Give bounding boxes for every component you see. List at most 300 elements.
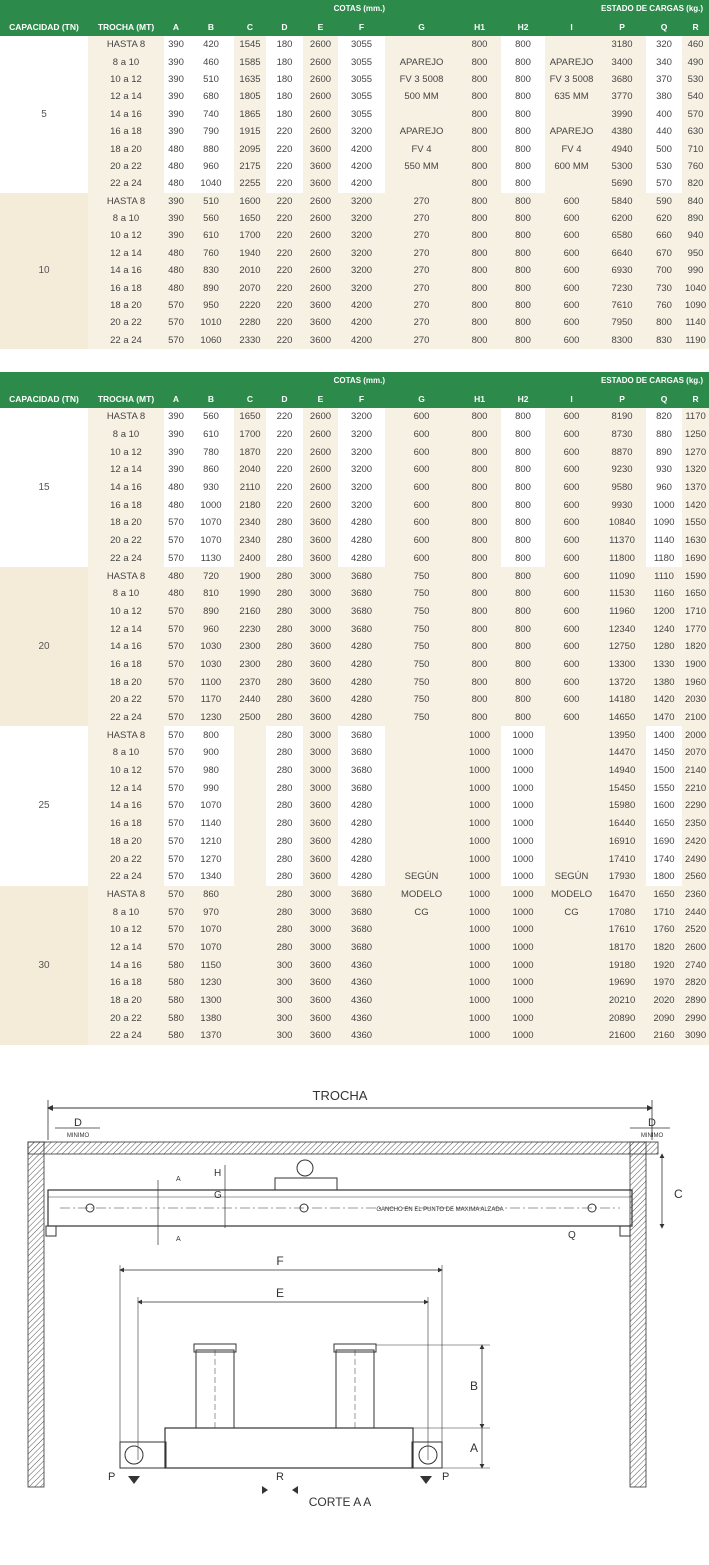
table-cell: 20 a 22	[88, 1009, 164, 1027]
table-cell: 3000	[303, 939, 338, 957]
table-cell: CG	[545, 903, 598, 921]
capacity-cell: 25	[38, 800, 50, 812]
table-cell: 800	[515, 126, 531, 138]
table-cell: 2070	[234, 279, 266, 296]
col-header: P	[598, 389, 646, 408]
table-cell: 970	[188, 903, 234, 921]
table-cell: 220	[276, 178, 293, 190]
table-cell: 3200	[350, 482, 373, 494]
table-cell: 2140	[682, 762, 709, 780]
table-cell: 2230	[234, 620, 266, 638]
table-cell: 570	[164, 673, 188, 691]
table-cell: APAREJO	[545, 123, 598, 140]
col-header: CAPACIDAD (TN)	[0, 389, 88, 408]
table-cell: 3200	[350, 464, 373, 476]
table-cell: 610	[188, 227, 234, 244]
specs-table-2	[0, 372, 709, 1045]
table-cell: 280	[276, 747, 293, 759]
table-cell	[234, 815, 266, 833]
table-cell: 1870	[234, 443, 266, 461]
table-cell: 2010	[234, 262, 266, 279]
table-cell: 3680	[338, 567, 385, 585]
table-cell: 1100	[188, 673, 234, 691]
table-cell: 16 a 18	[88, 815, 164, 833]
table-cell: 570	[168, 800, 184, 812]
table-cell: 940	[682, 227, 709, 244]
table-cell: 580	[164, 1027, 188, 1045]
table-cell: 4360	[338, 1009, 385, 1027]
table-cell	[545, 992, 598, 1010]
table-cell: 600	[545, 314, 598, 331]
table-cell	[234, 992, 266, 1010]
table-cell: 800	[515, 160, 531, 172]
table-cell: 10 a 12	[88, 603, 164, 621]
table-cell: 1000	[458, 762, 501, 780]
table-cell: 700	[646, 262, 682, 279]
table-cell: 2600	[303, 106, 338, 123]
table-cell: 16 a 18	[88, 656, 164, 674]
table-row	[0, 956, 709, 974]
table-cell: 270	[385, 262, 458, 279]
table-cell: 300	[266, 956, 303, 974]
table-cell: 280	[276, 765, 293, 777]
table-cell: 2560	[682, 868, 709, 886]
table-cell: 2740	[682, 956, 709, 974]
table-cell: 800	[515, 73, 531, 85]
table-cell: 3200	[350, 126, 373, 138]
table-cell: 600	[545, 603, 598, 621]
table-cell: 1550	[682, 514, 709, 532]
table-cell: 1820	[682, 638, 709, 656]
table-cell: 800	[458, 496, 501, 514]
table-cell: 800	[501, 297, 545, 314]
col-header: TROCHA (MT)	[88, 17, 164, 36]
table-cell: 180	[276, 108, 293, 120]
table-row	[0, 726, 709, 744]
table-cell: 4360	[338, 956, 385, 974]
table-cell: 570	[168, 835, 184, 847]
table-cell: 7610	[598, 297, 646, 314]
table-cell: 760	[646, 297, 682, 314]
table-cell: 800	[515, 517, 531, 529]
table-cell: 3600	[303, 656, 338, 674]
table-cell: 220	[276, 464, 293, 476]
table-cell: 10 a 12	[88, 443, 164, 461]
table-cell: 570	[168, 747, 184, 759]
table-cell: 270	[385, 227, 458, 244]
col-header: G	[385, 17, 458, 36]
table-cell: 280	[266, 903, 303, 921]
table-cell: 7950	[598, 314, 646, 331]
table-cell: 900	[203, 747, 219, 759]
table-cell: 1180	[653, 552, 675, 564]
table-cell: 3680	[338, 903, 385, 921]
table-row	[0, 779, 709, 797]
table-cell: 660	[646, 227, 682, 244]
table-cell: 3600	[303, 638, 338, 656]
col-header: C	[234, 17, 266, 36]
table-cell: 800	[458, 479, 501, 497]
table-cell: 280	[266, 673, 303, 691]
table-cell: 3000	[303, 779, 338, 797]
table-cell: 800	[501, 567, 545, 585]
table-cell: 600	[385, 532, 458, 550]
table-cell: 5300	[598, 158, 646, 175]
table-cell: 2110	[234, 479, 266, 497]
table-cell	[545, 850, 598, 868]
table-cell: 560	[188, 210, 234, 227]
e-label: E	[275, 1286, 285, 1300]
col-header: F	[338, 389, 385, 408]
table-cell	[234, 1027, 266, 1045]
table-cell: 3200	[338, 193, 385, 210]
table-cell: 2040	[234, 461, 266, 479]
table-cell: 3000	[303, 744, 338, 762]
col-header: E	[303, 17, 338, 36]
table-cell: 2160	[646, 1027, 682, 1045]
table-cell: 1650	[682, 585, 709, 603]
capacity-cell: 10	[0, 193, 88, 350]
table-cell: 2160	[234, 603, 266, 621]
table-cell: 800	[458, 175, 501, 192]
table-cell: 14650	[598, 709, 646, 727]
table-cell: 1380	[646, 673, 682, 691]
table-cell: 1380	[188, 1009, 234, 1027]
table-cell	[385, 1009, 458, 1027]
table-row	[0, 106, 709, 123]
table-cell: 580	[164, 1009, 188, 1027]
table-cell: 17610	[598, 921, 646, 939]
table-cell: 1140	[653, 535, 675, 547]
table-cell: 2340	[234, 514, 266, 532]
table-row	[0, 88, 709, 105]
table-cell: 570	[164, 620, 188, 638]
table-cell: 800	[458, 550, 501, 568]
table-cell: 800	[203, 729, 219, 741]
table-cell: 220	[266, 297, 303, 314]
table-cell: 8 a 10	[88, 210, 164, 227]
table-cell: 1760	[646, 921, 682, 939]
table-cell	[545, 36, 598, 53]
table-cell: 1000	[512, 818, 534, 830]
table-cell: 220	[276, 411, 293, 423]
table-row	[0, 974, 709, 992]
table-cell: 3990	[598, 106, 646, 123]
column-header-row	[0, 17, 709, 36]
table-cell: 1000	[512, 782, 534, 794]
table-cell: 1370	[188, 1027, 234, 1045]
table-cell: 950	[682, 245, 709, 262]
table-cell: 1650	[234, 408, 266, 426]
table-cell: 570	[164, 903, 188, 921]
table-cell: 570	[168, 818, 184, 830]
table-cell: 8870	[598, 443, 646, 461]
table-cell	[234, 921, 266, 939]
table-cell: 14 a 16	[88, 797, 164, 815]
table-cell: 4280	[350, 853, 373, 865]
table-cell: 1900	[234, 567, 266, 585]
table-cell: 3000	[303, 726, 338, 744]
table-cell: 1140	[200, 818, 222, 830]
table-cell: 4280	[350, 871, 373, 883]
table-cell: 390	[164, 227, 188, 244]
table-cell: 1090	[682, 297, 709, 314]
table-cell: 280	[266, 585, 303, 603]
table-cell: 14 a 16	[88, 479, 164, 497]
table-row	[0, 496, 709, 514]
table-cell: 22 a 24	[88, 709, 164, 727]
table-cell: 980	[203, 765, 219, 777]
table-cell: 580	[164, 992, 188, 1010]
table-cell: 3600	[303, 992, 338, 1010]
table-cell	[545, 744, 598, 762]
table-cell: 220	[266, 262, 303, 279]
table-cell: 390	[168, 446, 184, 458]
table-cell: 1030	[188, 638, 234, 656]
table-cell: 570	[168, 729, 184, 741]
table-cell: 280	[266, 921, 303, 939]
table-cell: 270	[385, 193, 458, 210]
table-cell: 1450	[653, 747, 675, 759]
table-cell: 800	[515, 108, 531, 120]
table-row	[0, 332, 709, 349]
table-cell: 8 a 10	[88, 744, 164, 762]
table-cell: 2030	[682, 691, 709, 709]
table-cell: 16 a 18	[88, 279, 164, 296]
table-cell: 390	[168, 73, 184, 85]
table-cell: 280	[276, 782, 293, 794]
table-cell: 720	[188, 567, 234, 585]
table-cell	[385, 726, 458, 744]
table-cell: 8730	[598, 426, 646, 444]
a-mark-top: A	[176, 1176, 181, 1183]
table-cell: 7230	[598, 279, 646, 296]
table-cell: 2000	[682, 726, 709, 744]
table-row	[0, 426, 709, 444]
table-cell: 570	[164, 314, 188, 331]
table-cell: SEGÚN	[385, 868, 458, 886]
table-cell: HASTA 8	[88, 408, 164, 426]
table-cell: 4280	[338, 673, 385, 691]
table-cell: 1170	[188, 691, 234, 709]
table-cell: 3055	[350, 56, 373, 68]
table-cell: 750	[385, 638, 458, 656]
col-header: CAPACIDAD (TN)	[0, 17, 88, 36]
table-row	[0, 297, 709, 314]
table-cell: 800	[501, 245, 545, 262]
crane-diagram	[0, 1080, 698, 1565]
table-cell: 300	[266, 992, 303, 1010]
table-cell: 880	[203, 143, 219, 155]
table-cell: 570	[164, 886, 188, 904]
table-cell: 6200	[598, 210, 646, 227]
table-row	[0, 36, 709, 53]
table-cell: 1000	[512, 800, 534, 812]
p-left-label: P	[108, 1471, 116, 1483]
table-cell: 20 a 22	[88, 850, 164, 868]
table-cell: 800	[515, 178, 531, 190]
table-cell: 12340	[598, 620, 646, 638]
table-row	[0, 1027, 709, 1045]
table-cell: 800	[501, 262, 545, 279]
table-row	[0, 123, 709, 140]
table-cell: 890	[682, 210, 709, 227]
table-cell: 3200	[350, 499, 373, 511]
table-cell: 280	[266, 709, 303, 727]
table-row	[0, 744, 709, 762]
table-cell: 930	[203, 482, 219, 494]
table-cell: 2600	[303, 479, 338, 497]
table-cell: 2990	[682, 1009, 709, 1027]
table-cell: 800	[515, 552, 531, 564]
table-cell: 800	[458, 709, 501, 727]
col-header: R	[682, 17, 709, 36]
table-cell: 3600	[303, 175, 338, 192]
table-cell: 1000	[458, 1009, 501, 1027]
table-cell: 1000	[458, 779, 501, 797]
table-cell: 600	[385, 514, 458, 532]
table-cell: 3680	[338, 886, 385, 904]
table-cell: 320	[656, 39, 672, 51]
cotas-header: COTAS (mm.)	[0, 0, 385, 17]
table-cell: 1000	[512, 853, 534, 865]
table-cell: 280	[266, 939, 303, 957]
table-cell: 220	[266, 245, 303, 262]
table-cell: HASTA 8	[88, 567, 164, 585]
table-cell: 1040	[200, 178, 222, 190]
capacity-cell: 15	[38, 482, 50, 494]
table-cell: 2350	[682, 815, 709, 833]
table-cell: 800	[501, 638, 545, 656]
table-cell: 220	[266, 227, 303, 244]
table-cell: 1970	[646, 974, 682, 992]
table-cell: 12750	[598, 638, 646, 656]
table-cell: 600	[545, 479, 598, 497]
table-cell: 550 MM	[385, 158, 458, 175]
table-cell: 570	[164, 603, 188, 621]
table-cell: 1340	[200, 871, 222, 883]
col-header: H2	[501, 17, 545, 36]
table-cell: 1090	[653, 517, 675, 529]
table-cell: 2820	[682, 974, 709, 992]
table-cell: 220	[266, 210, 303, 227]
table-cell: 2020	[646, 992, 682, 1010]
table-cell: 1330	[646, 656, 682, 674]
table-cell: 1000	[512, 747, 534, 759]
table-row	[0, 709, 709, 727]
table-cell	[234, 868, 266, 886]
table-cell: 800	[501, 709, 545, 727]
table-cell: 13950	[598, 726, 646, 744]
table-cell: 800	[515, 56, 531, 68]
table-cell: 600	[385, 461, 458, 479]
table-cell: 2300	[234, 638, 266, 656]
table-cell: 1000	[458, 744, 501, 762]
table-cell: 1635	[234, 71, 266, 88]
table-cell: 5840	[598, 193, 646, 210]
table-cell: 1000	[512, 871, 534, 883]
table-cell: 180	[276, 91, 293, 103]
table-cell: 3600	[303, 514, 338, 532]
table-cell: 620	[646, 210, 682, 227]
table-cell: 280	[276, 517, 293, 529]
table-cell: 830	[646, 332, 682, 349]
table-cell: 21600	[598, 1027, 646, 1045]
table-cell: 180	[276, 56, 293, 68]
table-cell: 570	[656, 178, 672, 190]
table-cell: 1000	[653, 499, 675, 511]
table-cell	[385, 744, 458, 762]
ceiling-beam	[28, 1142, 658, 1154]
table-cell: 270	[385, 245, 458, 262]
table-cell: 11960	[598, 603, 646, 621]
table-cell: 11530	[598, 585, 646, 603]
table-cell: 270	[385, 210, 458, 227]
table-cell: 4280	[338, 656, 385, 674]
table-cell: 570	[168, 552, 184, 564]
table-cell: 1710	[646, 903, 682, 921]
table-cell: 3600	[303, 1009, 338, 1027]
table-cell: 2600	[303, 193, 338, 210]
table-cell: 1000	[501, 1027, 545, 1045]
table-cell: 1000	[458, 921, 501, 939]
table-cell: HASTA 8	[88, 886, 164, 904]
table-cell: 500 MM	[385, 88, 458, 105]
table-cell: 800	[458, 408, 501, 426]
table-cell: 1000	[458, 886, 501, 904]
table-cell: 1400	[653, 729, 675, 741]
table-cell: 1000	[501, 956, 545, 974]
table-cell: 560	[203, 411, 219, 423]
table-cell: 3000	[303, 585, 338, 603]
f-label: F	[276, 1254, 284, 1268]
table-cell: 220	[276, 499, 293, 511]
table-cell: 22 a 24	[88, 175, 164, 192]
table-cell: 1240	[646, 620, 682, 638]
table-cell: 500	[656, 143, 672, 155]
table-cell: 800	[458, 461, 501, 479]
table-row	[0, 210, 709, 227]
table-cell: 3600	[303, 974, 338, 992]
table-cell: 11090	[598, 567, 646, 585]
table-cell: 570	[168, 853, 184, 865]
table-cell: 2220	[234, 297, 266, 314]
table-cell: 1000	[501, 886, 545, 904]
table-cell: 4200	[338, 297, 385, 314]
table-cell: 800	[458, 36, 501, 53]
table-cell: 1070	[200, 535, 222, 547]
table-cell: 1110	[646, 567, 682, 585]
table-cell: 800	[515, 39, 531, 51]
table-cell: 1650	[653, 818, 675, 830]
table-row	[0, 461, 709, 479]
table-cell: 460	[682, 36, 709, 53]
table-cell: 3600	[303, 833, 338, 851]
table-cell: 800	[515, 446, 531, 458]
table-cell: 390	[164, 210, 188, 227]
table-cell: 480	[168, 499, 184, 511]
table-cell: 600	[545, 567, 598, 585]
table-cell: 1960	[682, 673, 709, 691]
table-cell: 2440	[234, 691, 266, 709]
table-cell: 530	[682, 71, 709, 88]
table-cell: 370	[656, 73, 672, 85]
table-row	[0, 227, 709, 244]
table-row	[0, 550, 709, 568]
table-cell: 2360	[682, 886, 709, 904]
table-cell: 810	[188, 585, 234, 603]
table-row	[0, 797, 709, 815]
